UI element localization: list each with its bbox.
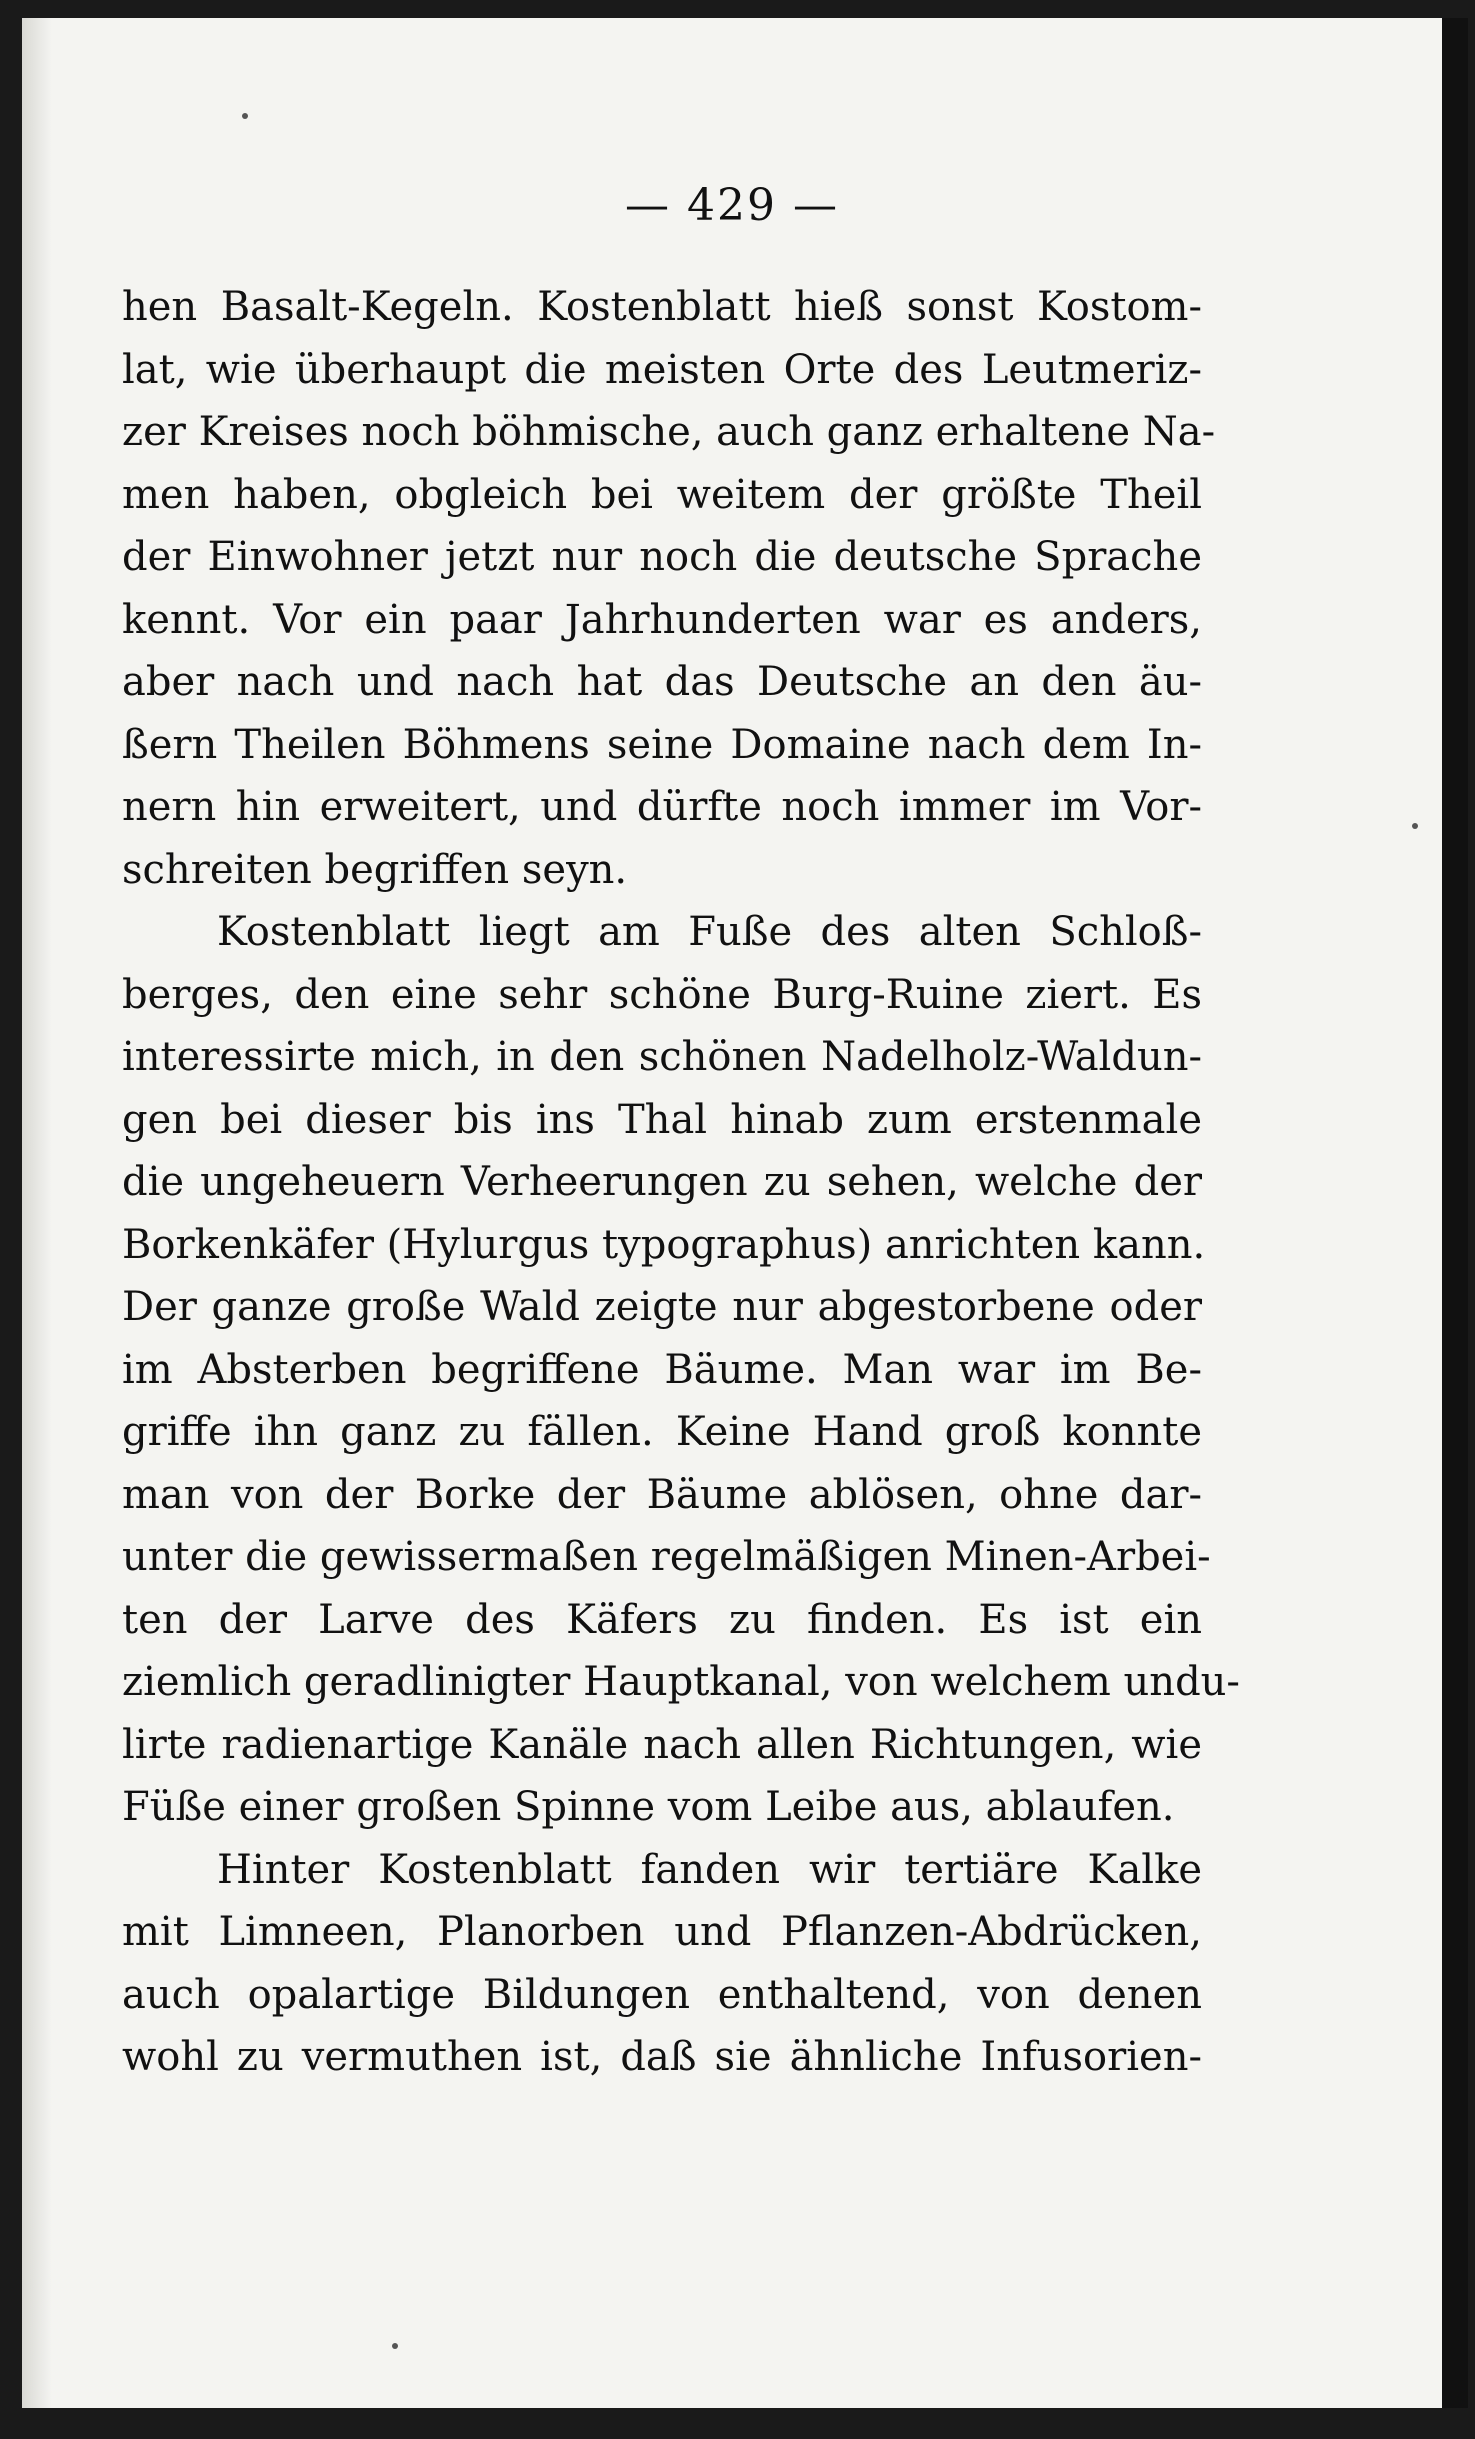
text-line: im Absterben begriffene Bäume. Man war im Be-: [122, 1346, 1202, 1393]
book-page: [22, 18, 1468, 2408]
text-line: lat, wie überhaupt die meisten Orte des Leutmeriz-: [122, 346, 1202, 393]
text-line: wohl zu vermuthen ist, daß sie ähnliche Infusorien-: [122, 2034, 1202, 2080]
text-line: ziemlich geradlinigter Hauptkanal, von welchem undu-: [122, 1659, 1240, 1705]
text-line: Borkenkäfer (Hylurgus typographus) anrichten kann.: [122, 1221, 1206, 1268]
text-line: berges, den eine sehr schöne Burg-Ruine ziert. Es: [122, 971, 1202, 1018]
paragraph-start-line: Hinter Kostenblatt fanden wir tertiäre Kalke: [217, 1846, 1202, 1893]
paragraph-end-line: schreiten begriffen seyn.: [122, 846, 628, 893]
paragraph-start-line: Kostenblatt liegt am Fuße des alten Schloß-: [217, 909, 1202, 955]
text-line: men haben, obgleich bei weitem der größte Theil: [122, 471, 1202, 518]
text-line: kennt. Vor ein paar Jahrhunderten war es anders,: [122, 596, 1202, 643]
body-text: [122, 276, 1240, 2089]
text-line: man von der Borke der Bäume ablösen, ohne dar-: [122, 1471, 1202, 1518]
text-line: gen bei dieser bis ins Thal hinab zum erstenmale: [122, 1096, 1202, 1143]
gutter-shadow: [22, 18, 52, 2408]
text-line: griffe ihn ganz zu fällen. Keine Hand groß konnte: [122, 1409, 1202, 1455]
paragraph-end-line: Füße einer großen Spinne vom Leibe aus, ablaufen.: [122, 1784, 1175, 1830]
paper-speck: [242, 113, 248, 119]
text-line: interessirte mich, in den schönen Nadelholz-Waldun-: [122, 1034, 1202, 1080]
text-line: mit Limneen, Planorben und Pflanzen-Abdrücken,: [122, 1909, 1202, 1955]
paper-speck: [392, 2343, 398, 2349]
text-line: die ungeheuern Verheerungen zu sehen, welche der: [122, 1159, 1202, 1205]
paper-speck: [1412, 823, 1418, 829]
text-line: Der ganze große Wald zeigte nur abgestorbene oder: [122, 1284, 1202, 1330]
page-number: — 429 —: [625, 180, 839, 231]
text-line: der Einwohner jetzt nur noch die deutsche Sprache: [122, 534, 1202, 580]
text-line: lirte radienartige Kanäle nach allen Richtungen, wie: [122, 1721, 1202, 1768]
text-line: nern hin erweitert, und dürfte noch immer im Vor-: [122, 784, 1202, 830]
text-line: ßern Theilen Böhmens seine Domaine nach dem In-: [122, 721, 1202, 768]
text-line: zer Kreises noch böhmische, auch ganz erhaltene Na-: [122, 409, 1216, 455]
text-line: auch opalartige Bildungen enthaltend, von denen: [122, 1971, 1202, 2018]
text-line: hen Basalt-Kegeln. Kostenblatt hieß sonst Kostom-: [122, 284, 1202, 330]
text-line: aber nach und nach hat das Deutsche an den äu-: [122, 659, 1202, 705]
text-line: ten der Larve des Käfers zu finden. Es ist ein: [122, 1596, 1202, 1643]
text-line: unter die gewissermaßen regelmäßigen Minen-Arbei-: [122, 1534, 1211, 1580]
